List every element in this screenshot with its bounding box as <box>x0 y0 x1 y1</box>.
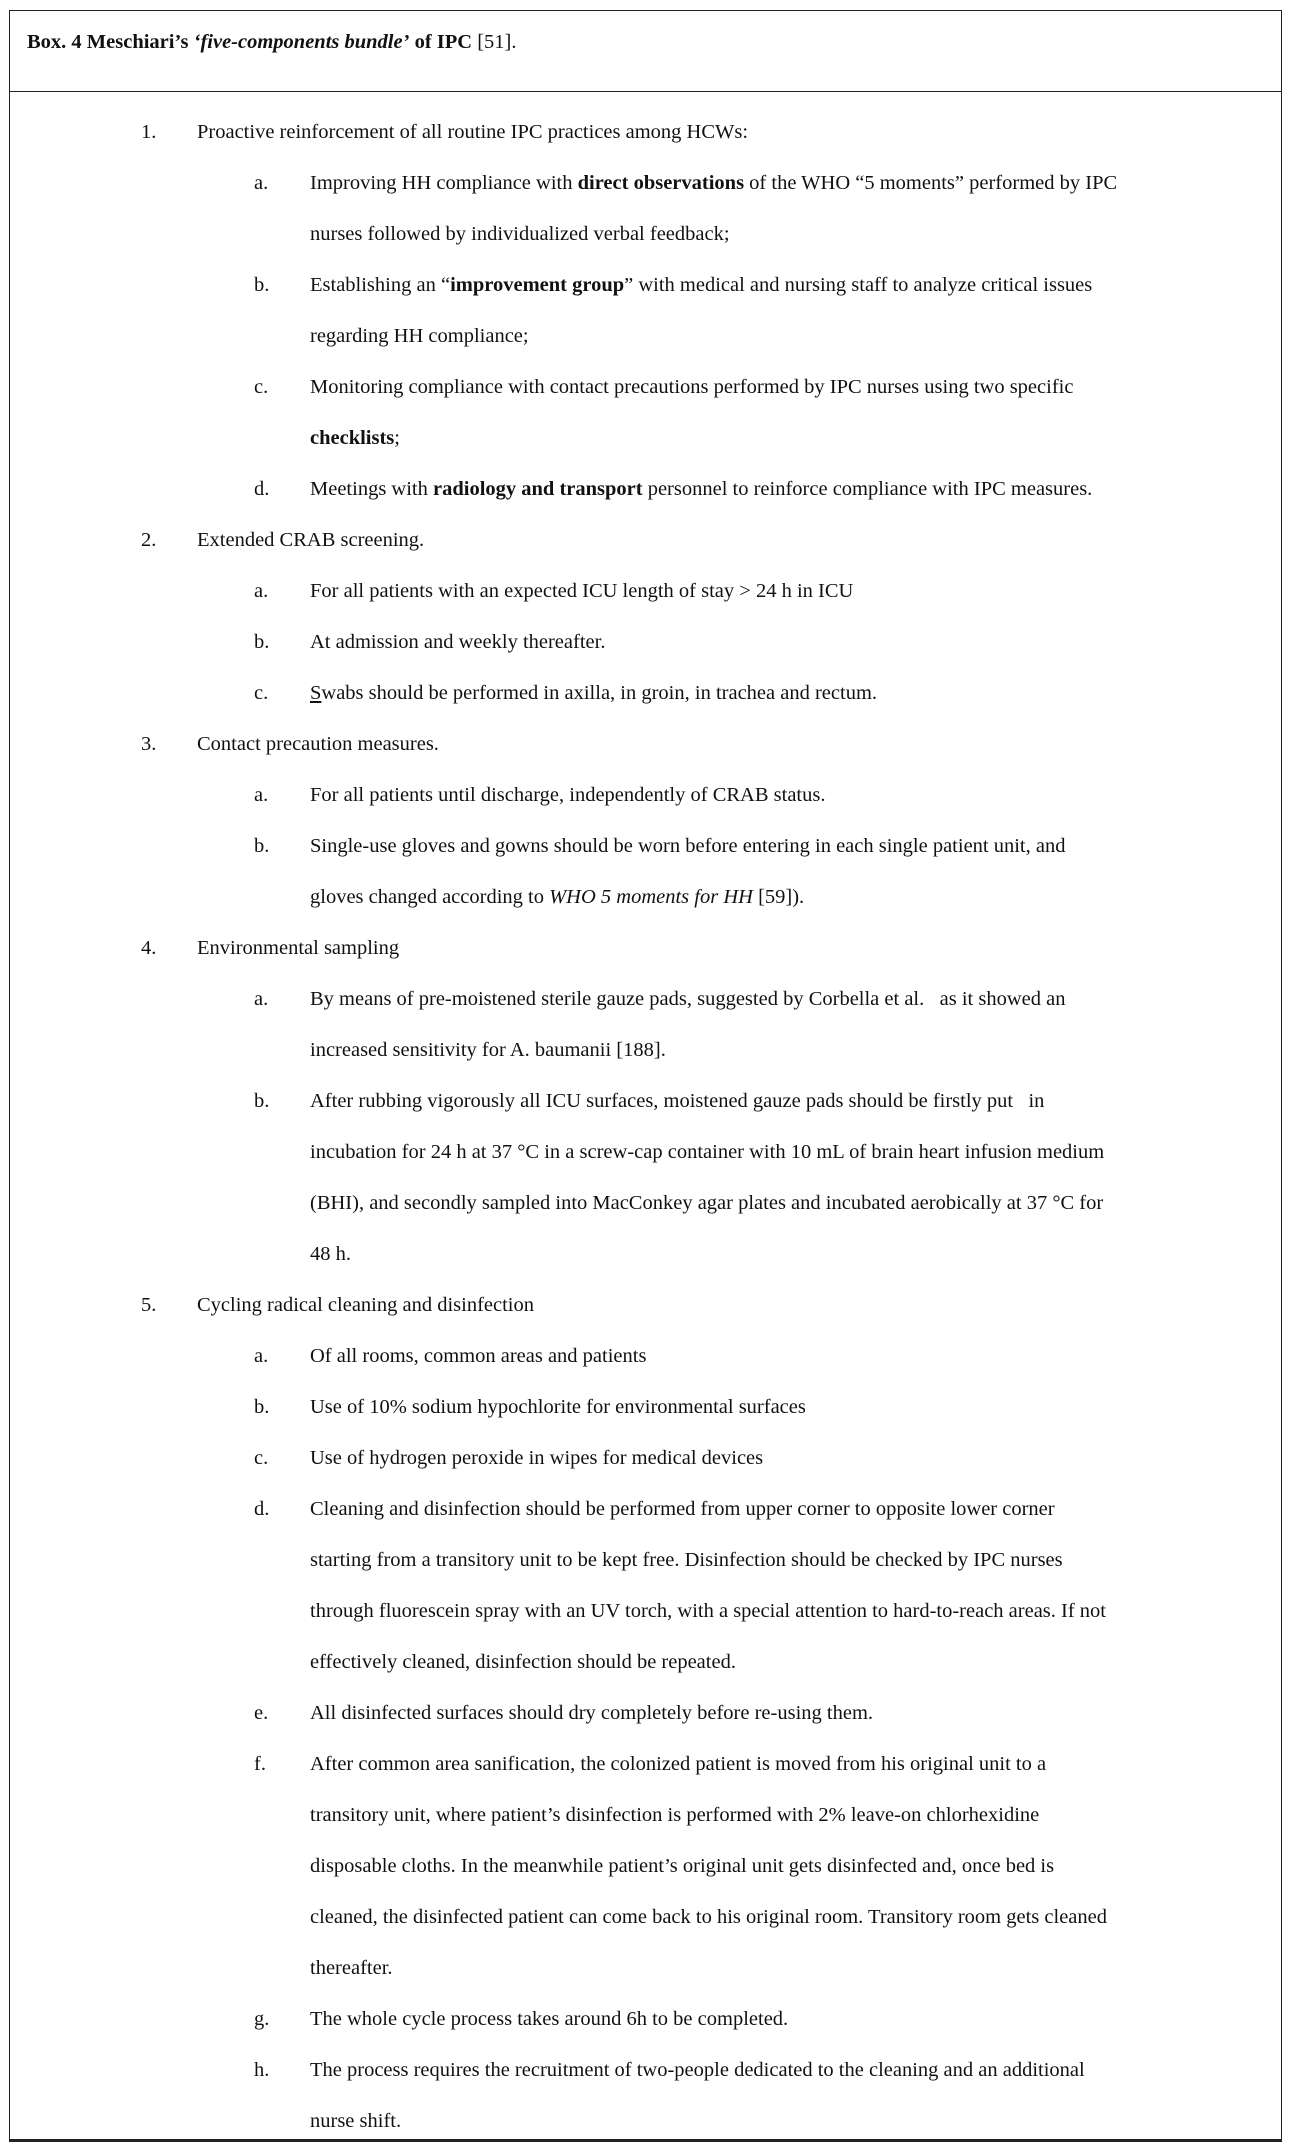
text-run: For all patients with an expected ICU length of stay > 24 h in ICU <box>310 580 854 602</box>
sub-item-text <box>310 1127 1104 1178</box>
item-text: Extended CRAB screening. <box>197 529 425 551</box>
text-run: By means of pre-moistened sterile gauze pads, suggested by Corbella et al. as it showed an <box>310 988 1066 1010</box>
text-run: Establishing an “ <box>310 274 451 296</box>
sub-item-continuation <box>10 1892 1281 1943</box>
text-run: (BHI), and secondly sampled into MacConkey agar plates and incubated aerobically at 37 °C for <box>310 1192 1104 1214</box>
sub-item-letter: a. <box>254 580 269 602</box>
sub-item-text <box>310 311 529 362</box>
item-number: 1. <box>141 121 157 143</box>
text-run: Single-use gloves and gowns should be worn before entering in each single patient unit, and <box>310 835 1066 857</box>
text-run: At admission and weekly thereafter. <box>310 631 606 653</box>
item-text: Contact precaution measures. <box>197 733 439 755</box>
sub-item-letter: a. <box>254 988 269 1010</box>
sub-item <box>10 158 1281 209</box>
sub-item <box>10 362 1281 413</box>
sub-item <box>10 1484 1281 1535</box>
sub-item-text <box>310 1688 873 1739</box>
sub-item-text <box>310 566 853 617</box>
sub-item <box>10 1433 1281 1484</box>
text-run: Cleaning and disinfection should be performed from upper corner to opposite lower corner <box>310 1498 1055 1520</box>
text-run: nurse shift. <box>310 2110 402 2132</box>
sub-item-continuation <box>10 1790 1281 1841</box>
sub-item-letter: b. <box>254 1090 270 1112</box>
text-run: ; <box>394 427 400 449</box>
sub-item <box>10 821 1281 872</box>
sub-item-text <box>310 209 730 260</box>
sub-item-text <box>310 260 1092 311</box>
sub-item-text <box>310 1331 646 1382</box>
sub-item <box>10 770 1281 821</box>
item-text: Environmental sampling <box>197 937 400 959</box>
sub-item-text <box>310 1178 1103 1229</box>
item-text: Cycling radical cleaning and disinfection <box>197 1294 534 1316</box>
sub-item <box>10 1076 1281 1127</box>
sub-item-continuation <box>10 311 1281 362</box>
text-run: personnel to reinforce compliance with IPC measures. <box>642 478 1093 500</box>
sub-item-text <box>310 464 1092 515</box>
sub-item-text <box>310 158 1117 209</box>
sub-item-text <box>310 770 825 821</box>
sub-item-text <box>310 1229 351 1280</box>
sub-item <box>10 566 1281 617</box>
list-item <box>10 1280 1281 1331</box>
sub-item-text <box>310 872 804 923</box>
text-run: The process requires the recruitment of two-people dedicated to the cleaning and an additional <box>310 2059 1085 2081</box>
sub-item-text <box>310 1739 1046 1790</box>
text-run: transitory unit, where patient’s disinfection is performed with 2% leave-on chlorhexidine <box>310 1804 1040 1826</box>
text-run: cleaned, the disinfected patient can come back to his original room. Transitory room gets cleaned <box>310 1906 1107 1928</box>
sub-item-letter: g. <box>254 2008 270 2030</box>
sub-item-text <box>310 1943 393 1994</box>
underlined-text: S <box>310 682 322 704</box>
text-run: Of all rooms, common areas and patients <box>310 1345 647 1367</box>
text-run: nurses followed by individualized verbal feedback; <box>310 223 730 245</box>
sub-item-letter: d. <box>254 1498 270 1520</box>
list-item <box>10 107 1281 158</box>
list-item <box>10 719 1281 770</box>
bundle-list <box>10 107 1281 2147</box>
bold-text: improvement group <box>450 274 625 296</box>
sub-item-text <box>310 362 1073 413</box>
sub-item <box>10 2045 1281 2096</box>
sub-item-continuation <box>10 1943 1281 1994</box>
box-title-tail: of IPC <box>409 31 473 53</box>
item-number: 3. <box>141 733 157 755</box>
list-item <box>10 923 1281 974</box>
italic-text: WHO 5 moments for HH <box>549 886 753 908</box>
sub-item-text <box>310 1790 1039 1841</box>
sub-item-text <box>310 1994 788 2045</box>
sub-item <box>10 1382 1281 1433</box>
sub-item <box>10 1739 1281 1790</box>
item-text: Proactive reinforcement of all routine IPC practices among HCWs: <box>197 121 749 143</box>
sub-item-text <box>310 1841 1054 1892</box>
sub-item <box>10 974 1281 1025</box>
box-label: Box. 4 Meschiari’s <box>27 31 194 53</box>
sub-item <box>10 1994 1281 2045</box>
sub-item-letter: d. <box>254 478 270 500</box>
sub-item-text <box>310 1586 1106 1637</box>
sub-item-continuation <box>10 1535 1281 1586</box>
sub-item-text <box>310 1484 1055 1535</box>
text-run: starting from a transitory unit to be kept free. Disinfection should be checked by IPC nurses <box>310 1549 1063 1571</box>
sub-item-continuation <box>10 1841 1281 1892</box>
sub-item-text <box>310 1382 806 1433</box>
sub-item-text <box>310 821 1065 872</box>
text-run: through fluorescein spray with an UV torch, with a special attention to hard-to-reach areas. If not <box>310 1600 1107 1622</box>
sub-item-text <box>310 1433 763 1484</box>
sub-item-letter: b. <box>254 835 270 857</box>
text-run: of the WHO “5 moments” performed by IPC <box>744 172 1118 194</box>
text-run: Improving HH compliance with <box>310 172 578 194</box>
item-number: 5. <box>141 1294 157 1316</box>
sub-item-letter: c. <box>254 376 269 398</box>
text-run: 48 h. <box>310 1243 351 1265</box>
bold-text: radiology and transport <box>433 478 643 500</box>
text-run: disposable cloths. In the meanwhile patient’s original unit gets disinfected and, once bed is <box>310 1855 1055 1877</box>
text-run: thereafter. <box>310 1957 393 1979</box>
sub-item <box>10 464 1281 515</box>
citation-link[interactable]: [51]. <box>472 31 517 53</box>
sub-item-text <box>310 974 1065 1025</box>
sub-item-letter: e. <box>254 1702 269 1724</box>
sub-item-letter: b. <box>254 274 270 296</box>
box-title <box>10 11 1281 92</box>
text-run: ” with medical and nursing staff to analyze critical issues <box>624 274 1093 296</box>
sub-item <box>10 1688 1281 1739</box>
sub-item-text <box>310 1637 736 1688</box>
sub-item-letter: c. <box>254 682 269 704</box>
text-run: [59]). <box>752 886 805 908</box>
text-run: wabs should be performed in axilla, in groin, in trachea and rectum. <box>321 682 878 704</box>
sub-item-continuation <box>10 413 1281 464</box>
box-title-italic: ‘five-components bundle’ <box>193 31 410 53</box>
sub-item-letter: a. <box>254 172 269 194</box>
sub-item-continuation <box>10 1229 1281 1280</box>
sub-item <box>10 668 1281 719</box>
sub-item <box>10 1331 1281 1382</box>
text-run: The whole cycle process takes around 6h to be completed. <box>310 2008 789 2030</box>
sub-item-text <box>310 1535 1063 1586</box>
sub-item-text <box>310 2045 1085 2096</box>
text-run: increased sensitivity for A. baumanii [188]. <box>310 1039 666 1061</box>
item-number: 2. <box>141 529 157 551</box>
sub-item-continuation <box>10 1586 1281 1637</box>
sub-item-text <box>310 617 605 668</box>
text-run: incubation for 24 h at 37 °C in a screw-cap container with 10 mL of brain heart infusion medium <box>310 1141 1105 1163</box>
sub-item-continuation <box>10 872 1281 923</box>
text-run: Meetings with <box>310 478 433 500</box>
text-box <box>9 10 1282 2142</box>
sub-item-letter: f. <box>254 1753 266 1775</box>
sub-item-letter: b. <box>254 1396 270 1418</box>
sub-item-text <box>310 2096 401 2147</box>
sub-item <box>10 617 1281 668</box>
sub-item-letter: a. <box>254 1345 269 1367</box>
text-run: gloves changed according to <box>310 886 550 908</box>
sub-item-continuation <box>10 209 1281 260</box>
sub-item-text <box>310 1025 666 1076</box>
item-number: 4. <box>141 937 157 959</box>
text-run: effectively cleaned, disinfection should be repeated. <box>310 1651 736 1673</box>
sub-item-text <box>310 1076 1044 1127</box>
text-run: After rubbing vigorously all ICU surfaces, moistened gauze pads should be firstly put in <box>310 1090 1045 1112</box>
text-run: Use of 10% sodium hypochlorite for environmental surfaces <box>310 1396 806 1418</box>
sub-item-letter: b. <box>254 631 270 653</box>
text-run: Use of hydrogen peroxide in wipes for medical devices <box>310 1447 764 1469</box>
sub-item-letter: h. <box>254 2059 270 2081</box>
sub-item-text <box>310 413 400 464</box>
text-run: After common area sanification, the colonized patient is moved from his original unit to a <box>310 1753 1047 1775</box>
sub-item <box>10 260 1281 311</box>
sub-item-continuation <box>10 1178 1281 1229</box>
text-run: All disinfected surfaces should dry completely before re-using them. <box>310 1702 874 1724</box>
sub-item-continuation <box>10 2096 1281 2147</box>
list-item <box>10 515 1281 566</box>
text-run: For all patients until discharge, independently of CRAB status. <box>310 784 826 806</box>
sub-item-continuation <box>10 1127 1281 1178</box>
bold-text: checklists <box>310 427 395 449</box>
text-run: regarding HH compliance; <box>310 325 529 347</box>
text-run: Monitoring compliance with contact precautions performed by IPC nurses using two specific <box>310 376 1074 398</box>
sub-item-continuation <box>10 1025 1281 1076</box>
sub-item-letter: c. <box>254 1447 269 1469</box>
sub-item-letter: a. <box>254 784 269 806</box>
sub-item-continuation <box>10 1637 1281 1688</box>
bold-text: direct observations <box>577 172 745 194</box>
sub-item-text <box>310 1892 1107 1943</box>
sub-item-text <box>310 668 877 719</box>
